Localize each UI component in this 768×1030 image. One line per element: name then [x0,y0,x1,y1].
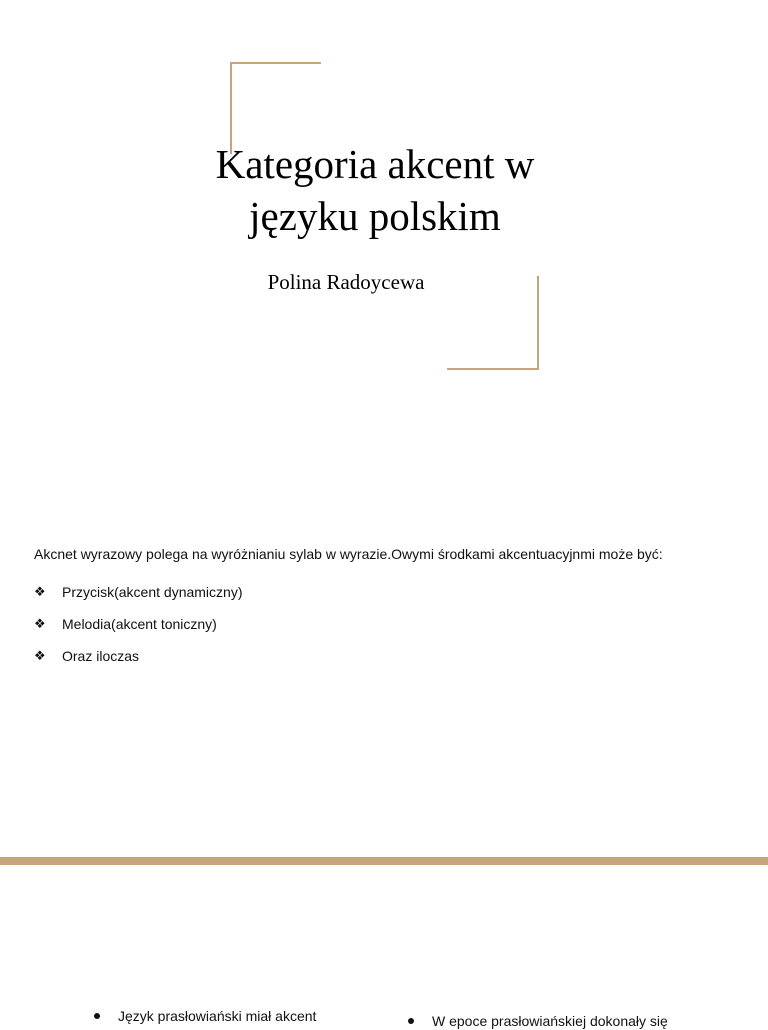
right-bullet [408,1012,668,1030]
presentation-title [150,138,600,242]
frame-bottom-right-vertical [537,276,539,370]
title-line-1: Kategoria akcent w [215,141,535,187]
dot-bullet-icon [94,1013,100,1019]
bullet-list [34,576,243,672]
diamond-bullet-icon: ❖ [34,616,46,631]
list-item-label: Melodia(akcent toniczny) [62,616,217,632]
left-bullet [94,1007,316,1025]
diamond-bullet-icon: ❖ [34,648,46,663]
title-line-2: języku polskim [249,193,501,239]
left-bullet-text: Język prasłowiański miał akcent [118,1008,317,1024]
frame-bottom-right-horizontal [447,368,539,370]
list-item [34,640,243,672]
list-item [34,608,243,640]
list-item-label: Przycisk(akcent dynamiczny) [62,584,243,600]
dot-bullet-icon [408,1018,414,1024]
list-item [34,576,243,608]
intro-text: Akcnet wyrazowy polega na wyróżnianiu sylab w wyrazie.Owymi środkami akcentuacyjnmi może być: [34,546,663,562]
author-name: Polina Radoycewa [267,270,425,294]
right-bullet-text: W epoce prasłowiańskiej dokonały się [432,1013,668,1029]
frame-top-left-horizontal [230,62,321,64]
slide-divider [0,857,768,865]
list-item-label: Oraz iloczas [62,648,140,664]
diamond-bullet-icon: ❖ [34,584,46,599]
